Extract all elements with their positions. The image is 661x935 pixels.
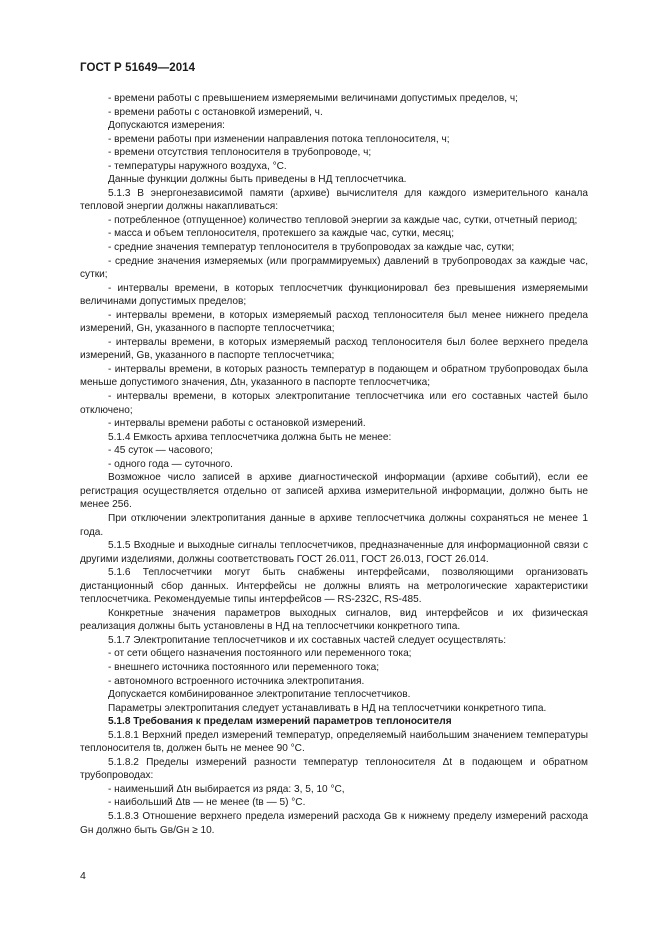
- paragraph: - интервалы времени, в которых электропитание теплосчетчика или его составных частей было отключено;: [80, 391, 588, 416]
- paragraph: Возможное число записей в архиве диагностической информации (архиве событий), если ее регистрация осуществляется отдельно от записей архива измерительной информации, должно быть не менее 256.: [80, 472, 588, 511]
- section-heading: 5.1.8 Требования к пределам измерений параметров теплоносителя: [108, 716, 452, 728]
- paragraph: - температуры наружного воздуха, °С.: [108, 160, 287, 172]
- paragraph: - автономного встроенного источника электропитания.: [108, 675, 365, 687]
- paragraph: - интервалы времени, в которых теплосчетчик функционировал без превышения измеряемыми величинами допустимых пределов;: [80, 282, 588, 308]
- paragraph: 5.1.5 Входные и выходные сигналы теплосчетчиков, предназначенные для информационной связи с другими изделиями, должны соответствовать ГОСТ 26.011, ГОСТ 26.013, ГОСТ 26.014.: [80, 540, 588, 565]
- paragraph: 5.1.8.2 Пределы измерений разности температур теплоносителя Δt в подающем и обратном трубопроводах:: [80, 756, 588, 782]
- paragraph: 5.1.8.1 Верхний предел измерений температур, определяемый наибольшим значением температуры теплоносителя tв, должен быть не менее 90 °С.: [80, 729, 588, 755]
- document-body: [80, 92, 588, 837]
- paragraph: Данные функции должны быть приведены в НД теплосчетчика.: [108, 174, 407, 186]
- paragraph: 5.1.8.3 Отношение верхнего предела измерений расхода Gв к нижнему пределу измерений расхода Gн должно быть Gв/Gн ≥ 10.: [80, 810, 588, 836]
- paragraph: - времени отсутствия теплоносителя в трубопроводе, ч;: [108, 147, 372, 159]
- paragraph: - времени работы с превышением измеряемыми величинами допустимых пределов, ч;: [108, 93, 518, 104]
- paragraph: - наименьший Δtн выбирается из ряда: 3, 5, 10 °С,: [108, 783, 345, 795]
- paragraph: Допускаются измерения:: [108, 120, 225, 132]
- paragraph: Параметры электропитания следует устанавливать в НД на теплосчетчики конкретного типа.: [108, 702, 547, 714]
- paragraph: 5.1.3 В энергонезависимой памяти (архиве) вычислителя для каждого измерительного канала тепловой энергии должны накапливаться:: [80, 187, 588, 213]
- paragraph: - одного года — суточного.: [108, 458, 233, 470]
- paragraph: - времени работы при изменении направления потока теплоносителя, ч;: [108, 133, 450, 145]
- paragraph: - интервалы времени, в которых измеряемый расход теплоносителя был более верхнего предела измерений, Gв, указанного в паспорте теплосчетчика;: [80, 336, 588, 362]
- paragraph: - интервалы времени, в которых измеряемый расход теплоносителя был менее нижнего предела измерений, Gн, указанного в паспорте теплосчетчика;: [80, 309, 588, 335]
- paragraph: - внешнего источника постоянного или переменного тока;: [108, 661, 379, 673]
- paragraph: - 45 суток — часового;: [108, 445, 213, 457]
- paragraph: Допускается комбинированное электропитание теплосчетчиков.: [108, 689, 411, 701]
- paragraph: - времени работы с остановкой измерений, ч.: [108, 106, 323, 118]
- paragraph: При отключении электропитания данные в архиве теплосчетчика должны сохраняться не менее 1 года.: [80, 512, 588, 538]
- paragraph: Конкретные значения параметров выходных сигналов, вид интерфейсов и их физическая реализация должны быть установлены в НД на теплосчетчики конкретного типа.: [80, 607, 588, 633]
- document-header: ГОСТ Р 51649—2014: [80, 62, 196, 74]
- paragraph: - средние значения измеряемых (или программируемых) давлений в трубопроводах за каждые час, сутки;: [80, 255, 588, 281]
- page-number: 4: [80, 870, 86, 882]
- paragraph: - интервалы времени, в которых разность температур в подающем и обратном трубопроводах была меньше допустимого значения, Δtн, указанного в паспорте теплосчетчика;: [80, 363, 588, 389]
- paragraph: 5.1.6 Теплосчетчики могут быть снабжены интерфейсами, позволяющими организовать дистанционный сбор данных. Интерфейсы не должны влиять на метрологические характеристики теплосчетчика. Рекомендуемые типы интерфейсов — RS-232C, RS-485.: [80, 567, 588, 606]
- paragraph: 5.1.4 Емкость архива теплосчетчика должна быть не менее:: [108, 431, 392, 443]
- paragraph: - потребленное (отпущенное) количество тепловой энергии за каждые час, сутки, отчетный период;: [108, 214, 578, 226]
- paragraph: - средние значения температур теплоносителя в трубопроводах за каждые час, сутки;: [108, 242, 515, 254]
- paragraph: - масса и объем теплоносителя, протекшего за каждые час, сутки, месяц;: [108, 228, 455, 240]
- paragraph: - интервалы времени работы с остановкой измерений.: [108, 418, 366, 430]
- paragraph: 5.1.7 Электропитание теплосчетчиков и их составных частей следует осуществлять:: [108, 634, 507, 646]
- paragraph: - наибольший Δtв — не менее (tв — 5) °С.: [108, 797, 306, 809]
- paragraph: - от сети общего назначения постоянного или переменного тока;: [108, 648, 412, 660]
